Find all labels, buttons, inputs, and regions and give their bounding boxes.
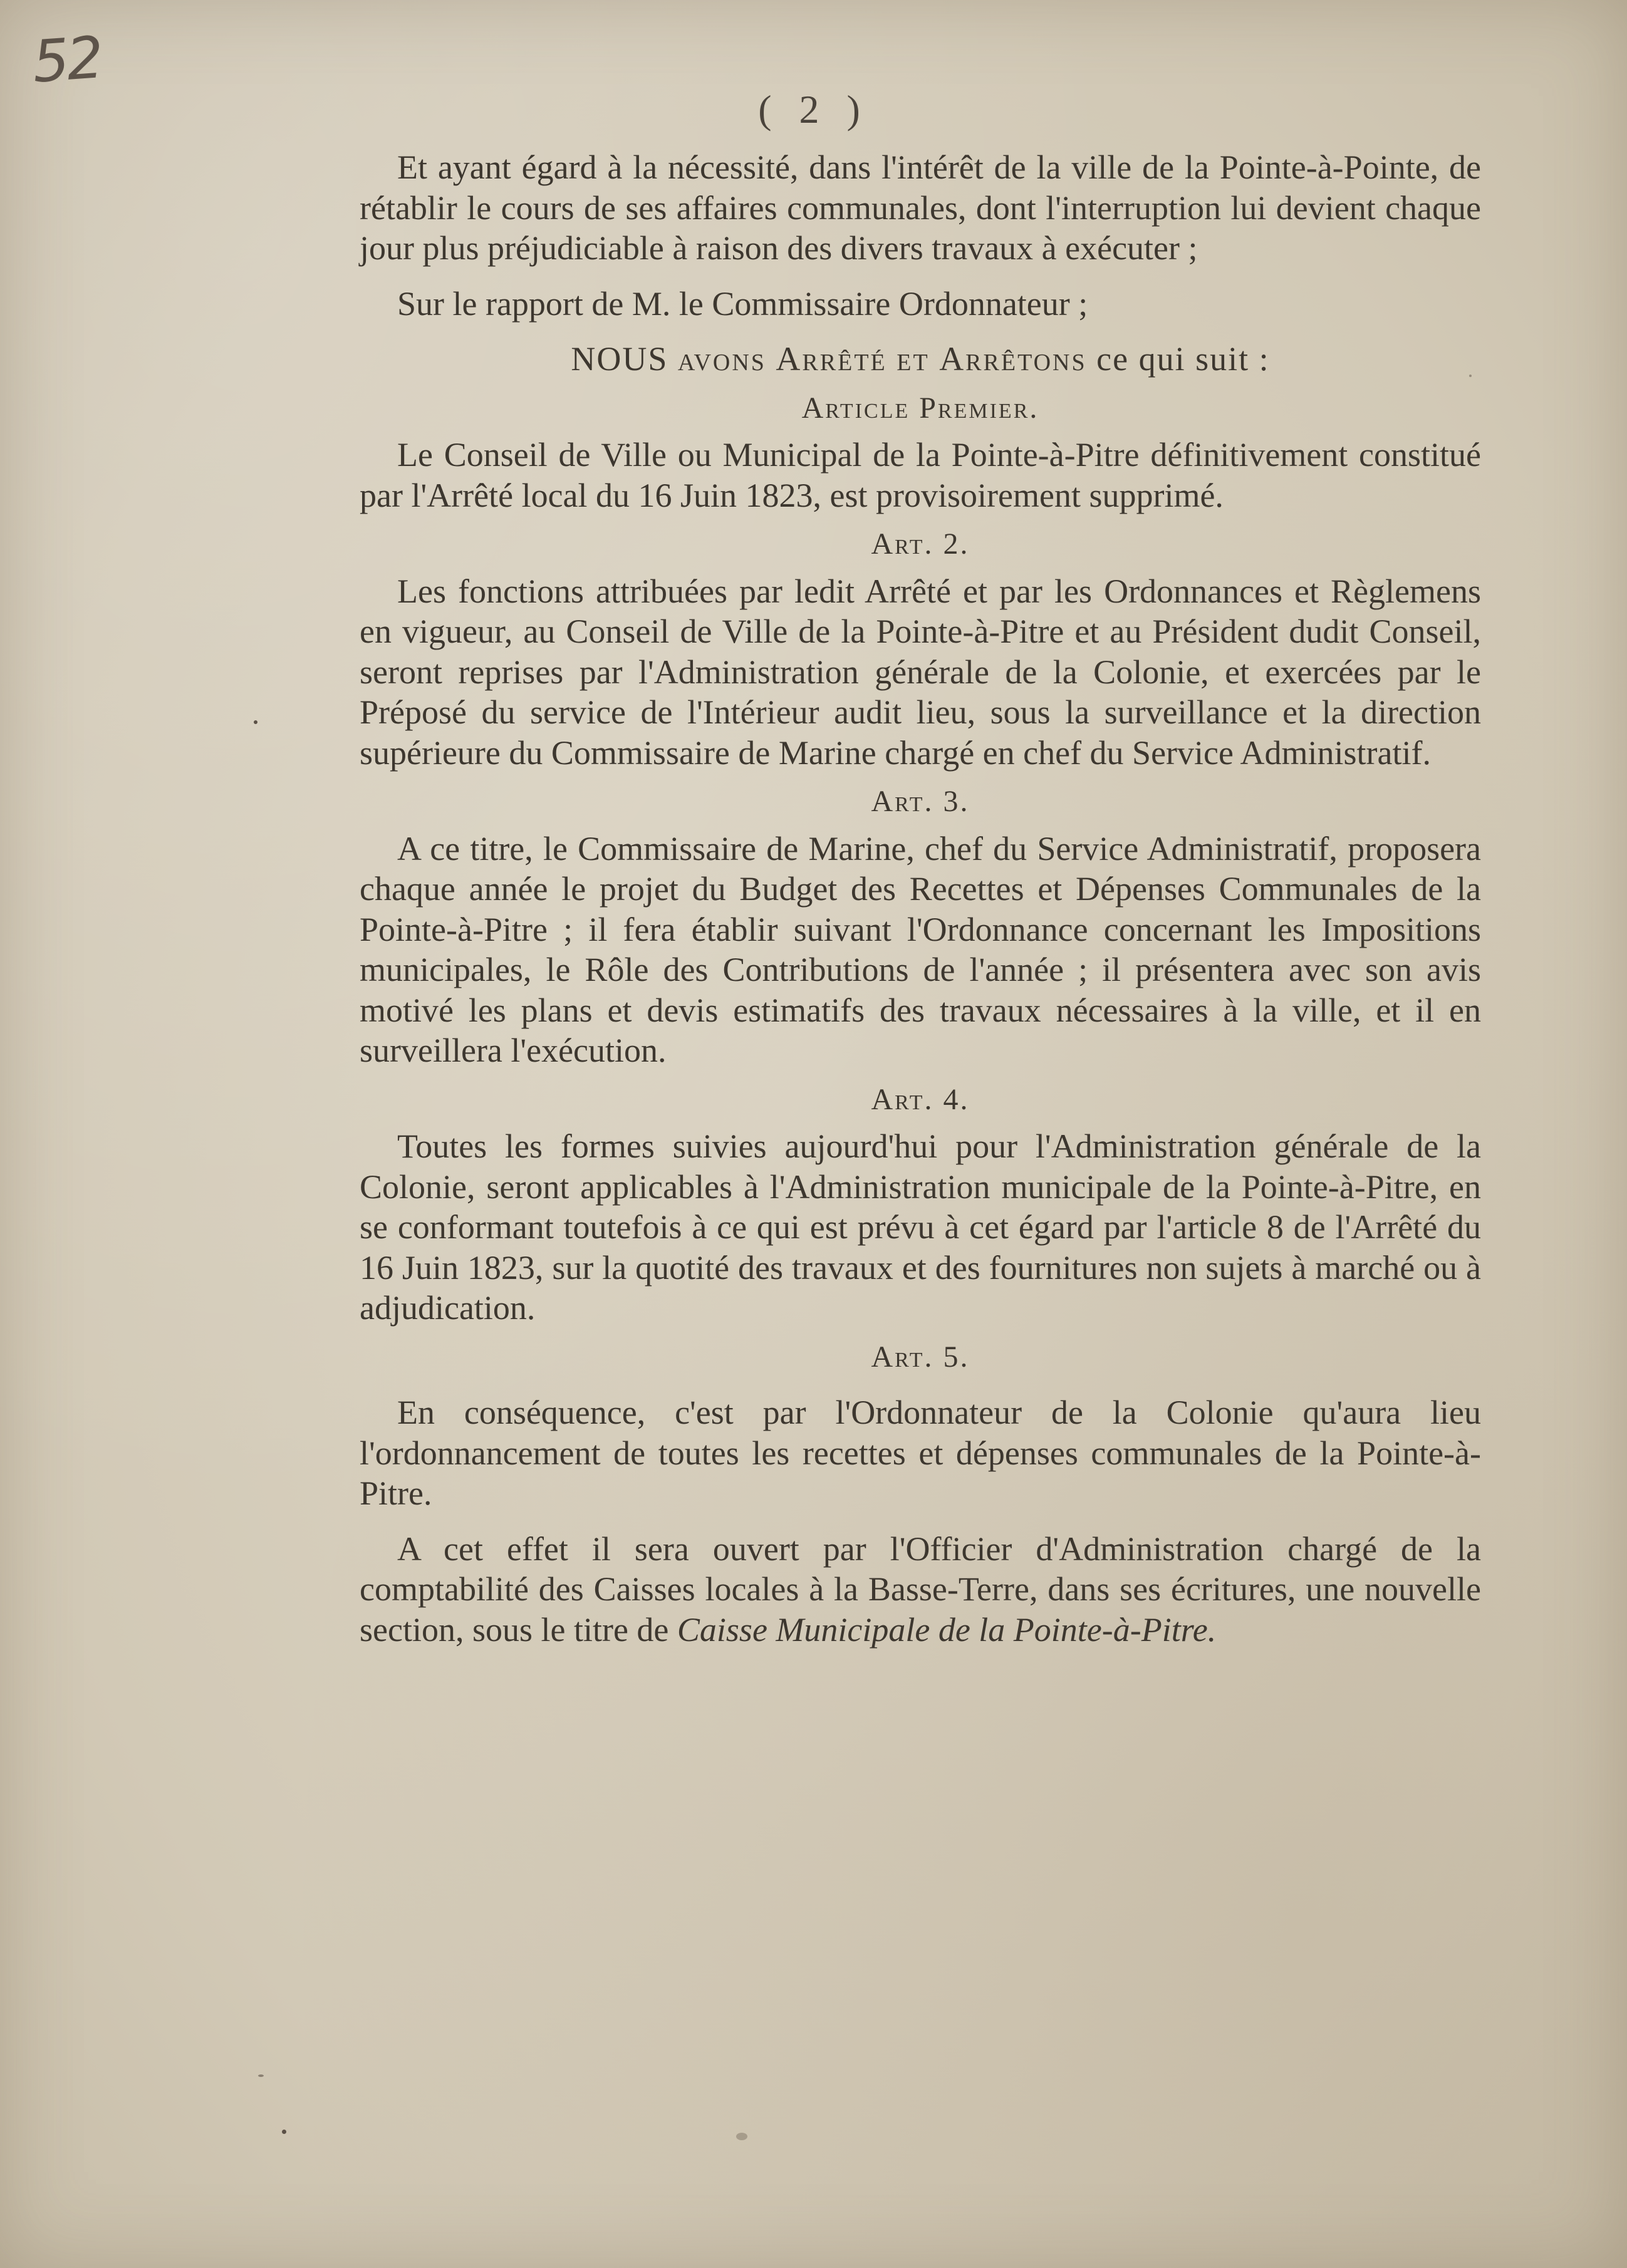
article-1-heading: Article Premier. (801, 391, 1039, 425)
article-4-heading: Art. 4. (871, 1082, 970, 1116)
paper-speck (1469, 375, 1472, 377)
article-2-heading: Art. 2. (871, 527, 970, 561)
caisse-municipale-title: Caisse Municipale de la Pointe-à-Pitre. (677, 1610, 1217, 1649)
decree-arretons: Arrêtons (939, 340, 1087, 378)
paper-speck (254, 720, 257, 724)
article-5-heading: Art. 5. (871, 1340, 970, 1374)
preamble-considerant: Et ayant égard à la nécessité, dans l'intérêt de la ville de la Pointe-à-Pointe, de rétablir le cours de ses affaires communales, dont l'interruption lui devient chaque jour plus préjudiciable à raison des divers travaux à exécuter ; (360, 148, 1481, 267)
document-body (360, 147, 1481, 1650)
article-5-text: En conséquence, c'est par l'Ordonnateur de la Colonie qu'aura lieu l'ordonnancement de toutes les recettes et dépenses communales de la Pointe-à-Pitre. (360, 1394, 1481, 1512)
article-3-text: A ce titre, le Commissaire de Marine, chef du Service Administratif, proposera chaque année le projet du Budget des Recettes et Dépenses Communales de la Pointe-à-Pitre ; il fera établir suivant l'Ordonnance concernant les Impositions municipales, le Rôle des Contributions de l'année ; il présentera avec son avis motivé les plans et devis estimatifs des travaux nécessaires à la ville, et il en surveillera l'exécution. (360, 829, 1481, 1069)
page-number: ( 2 ) (758, 87, 869, 132)
article-2-text: Les fonctions attribuées par ledit Arrêté et par les Ordonnances et Règlemens en vigueur, au Conseil de Ville de la Pointe-à-Pitre et au Président dudit Conseil, seront reprises par l'Administration générale de la Colonie, et exercées par le Préposé du service de l'Intérieur audit lieu, sous la surveillance et la direction supérieure du Commissaire de Marine chargé en chef du Service Administratif. (360, 572, 1481, 772)
decree-arrete: Arrêté (776, 340, 887, 378)
article-5-final-paragraph (360, 1529, 1481, 1650)
handwritten-folio-number: 52 (30, 24, 103, 96)
decree-line (360, 339, 1481, 380)
paper-speck (258, 2074, 264, 2077)
article-3-heading: Art. 3. (871, 785, 970, 818)
article-1-text: Le Conseil de Ville ou Municipal de la Pointe-à-Pitre définitivement constitué par l'Arrêté local du 16 Juin 1823, est provisoirement supprimé. (360, 436, 1481, 514)
paper-speck (736, 2133, 747, 2140)
decree-nous: NOUS (571, 340, 668, 378)
article-5-final-lead: A cet effet il sera ouvert par l'Officier d'Administration chargé de la comptabilité des Caisses locales à la Basse-Terre, dans ses écritures, une nouvelle section, sous le titre de (360, 1530, 1481, 1649)
decree-et: et (897, 340, 930, 378)
preamble-rapport: Sur le rapport de M. le Commissaire Ordonnateur ; (397, 284, 1088, 323)
decree-avons: avons (677, 340, 766, 378)
paper-speck (282, 2130, 286, 2134)
article-4-text: Toutes les formes suivies aujourd'hui pour l'Administration générale de la Colonie, seront applicables à l'Administration municipale de la Pointe-à-Pitre, en se conformant toutefois à ce qui est prévu à cet égard par l'article 8 de l'Arrêté du 16 Juin 1823, sur la quotité des travaux et des fournitures non sujets à marché ou à adjudication. (360, 1127, 1481, 1327)
decree-rest: ce qui suit : (1096, 340, 1270, 378)
